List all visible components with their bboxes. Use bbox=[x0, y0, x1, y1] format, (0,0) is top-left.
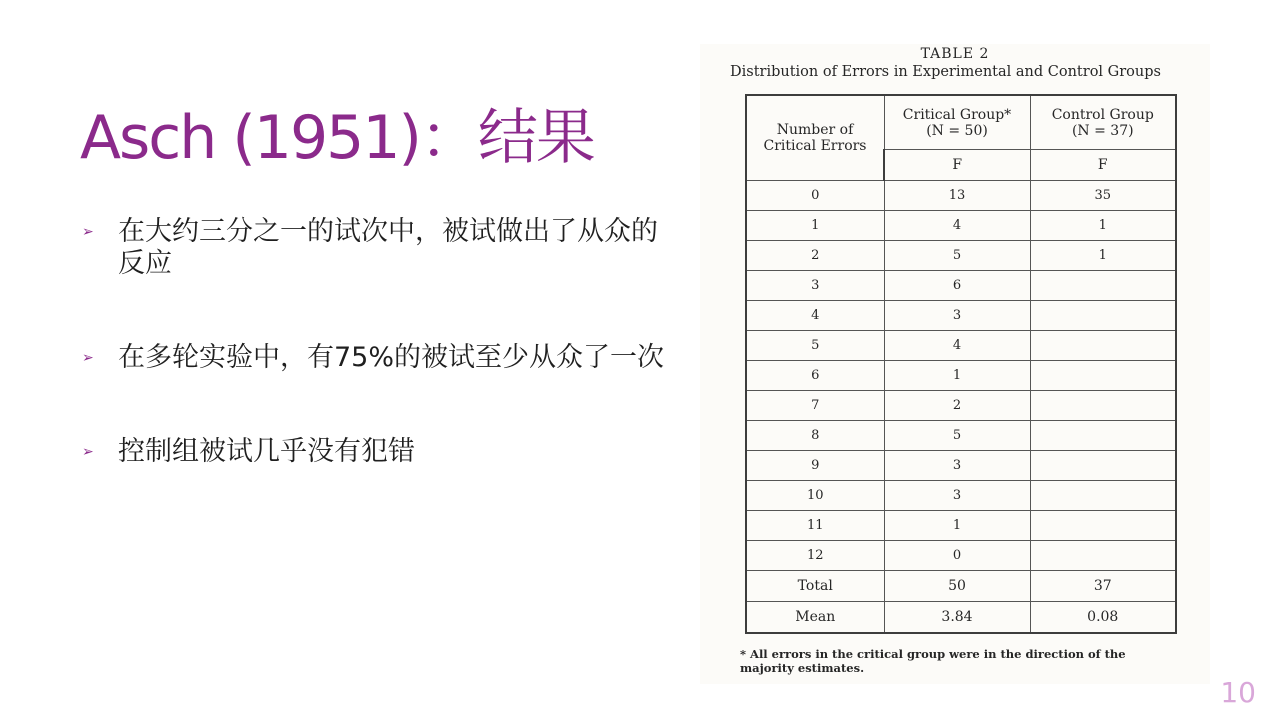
bullet-text: 控制组被试几乎没有犯错 bbox=[118, 436, 415, 467]
table-cell: 1 bbox=[884, 361, 1030, 391]
table-row bbox=[746, 361, 1176, 391]
table-cell: 2 bbox=[746, 241, 884, 271]
table-row bbox=[746, 241, 1176, 271]
table-row-total bbox=[746, 571, 1176, 602]
bullet-item bbox=[82, 342, 672, 374]
table-cell: 0 bbox=[884, 541, 1030, 571]
table-cell: 4 bbox=[746, 301, 884, 331]
table-cell: 0.08 bbox=[1030, 602, 1176, 634]
header-control-group: Control Group (N = 37) bbox=[1030, 95, 1176, 150]
table-footnote: * All errors in the critical group were in the direction of the majority estimates. bbox=[740, 647, 1126, 675]
table-cell: 3 bbox=[884, 481, 1030, 511]
table-cell: 4 bbox=[884, 331, 1030, 361]
slide-title: Asch (1951)：结果 bbox=[80, 103, 594, 173]
header-number-of-errors: Number of Critical Errors bbox=[746, 95, 884, 181]
table-cell: 10 bbox=[746, 481, 884, 511]
table-cell bbox=[1030, 331, 1176, 361]
table-cell: 7 bbox=[746, 391, 884, 421]
scanned-table-image bbox=[700, 44, 1210, 684]
table-row bbox=[746, 421, 1176, 451]
error-distribution-table bbox=[745, 94, 1177, 634]
table-row bbox=[746, 271, 1176, 301]
table-row bbox=[746, 211, 1176, 241]
table-cell: 50 bbox=[884, 571, 1030, 602]
table-cell: 13 bbox=[884, 181, 1030, 211]
table-cell bbox=[1030, 481, 1176, 511]
arrow-bullet-icon: ➢ bbox=[82, 444, 94, 460]
bullet-item bbox=[82, 436, 672, 468]
table-cell: 35 bbox=[1030, 181, 1176, 211]
bullet-list bbox=[82, 216, 672, 468]
table-cell bbox=[1030, 511, 1176, 541]
table-number: TABLE 2 bbox=[920, 46, 990, 62]
table-cell: 1 bbox=[1030, 241, 1176, 271]
table-row bbox=[746, 391, 1176, 421]
table-cell: 12 bbox=[746, 541, 884, 571]
table-cell bbox=[1030, 541, 1176, 571]
arrow-bullet-icon: ➢ bbox=[82, 350, 94, 366]
header-critical-group: Critical Group* (N = 50) bbox=[884, 95, 1030, 150]
table-row bbox=[746, 301, 1176, 331]
table-row bbox=[746, 541, 1176, 571]
table-cell: 5 bbox=[884, 421, 1030, 451]
table-cell: 9 bbox=[746, 451, 884, 481]
bullet-text: 在大约三分之一的试次中，被试做出了从众的反应 bbox=[118, 216, 658, 279]
table-cell: 6 bbox=[746, 361, 884, 391]
table-cell: 3.84 bbox=[884, 602, 1030, 634]
header-frequency-control: F bbox=[1030, 150, 1176, 181]
table-row bbox=[746, 451, 1176, 481]
table-cell bbox=[1030, 301, 1176, 331]
table-cell: 6 bbox=[884, 271, 1030, 301]
table-cell bbox=[1030, 271, 1176, 301]
table-cell: Total bbox=[746, 571, 884, 602]
bullet-item bbox=[82, 216, 672, 280]
table-cell bbox=[1030, 421, 1176, 451]
table-row-mean bbox=[746, 602, 1176, 634]
table-row bbox=[746, 481, 1176, 511]
table-cell: 1 bbox=[1030, 211, 1176, 241]
table-cell: 37 bbox=[1030, 571, 1176, 602]
table-cell: 5 bbox=[746, 331, 884, 361]
table-cell: 2 bbox=[884, 391, 1030, 421]
table-cell: 5 bbox=[884, 241, 1030, 271]
table-cell: 3 bbox=[746, 271, 884, 301]
table-row bbox=[746, 181, 1176, 211]
bullet-text: 在多轮实验中，有75%的被试至少从众了一次 bbox=[118, 342, 665, 373]
table-cell: 11 bbox=[746, 511, 884, 541]
table-cell: 3 bbox=[884, 301, 1030, 331]
table-cell: Mean bbox=[746, 602, 884, 634]
table-cell: 0 bbox=[746, 181, 884, 211]
table-cell: 1 bbox=[884, 511, 1030, 541]
table-cell: 8 bbox=[746, 421, 884, 451]
table-cell: 1 bbox=[746, 211, 884, 241]
header-frequency-critical: F bbox=[884, 150, 1030, 181]
table-cell: 3 bbox=[884, 451, 1030, 481]
arrow-bullet-icon: ➢ bbox=[82, 224, 94, 240]
table-cell: 4 bbox=[884, 211, 1030, 241]
page-number: 10 bbox=[1220, 676, 1256, 709]
table-cell bbox=[1030, 391, 1176, 421]
table-cell bbox=[1030, 451, 1176, 481]
table-row bbox=[746, 511, 1176, 541]
table-cell bbox=[1030, 361, 1176, 391]
table-caption: Distribution of Errors in Experimental and Control Groups bbox=[730, 64, 1161, 80]
table-row bbox=[746, 331, 1176, 361]
